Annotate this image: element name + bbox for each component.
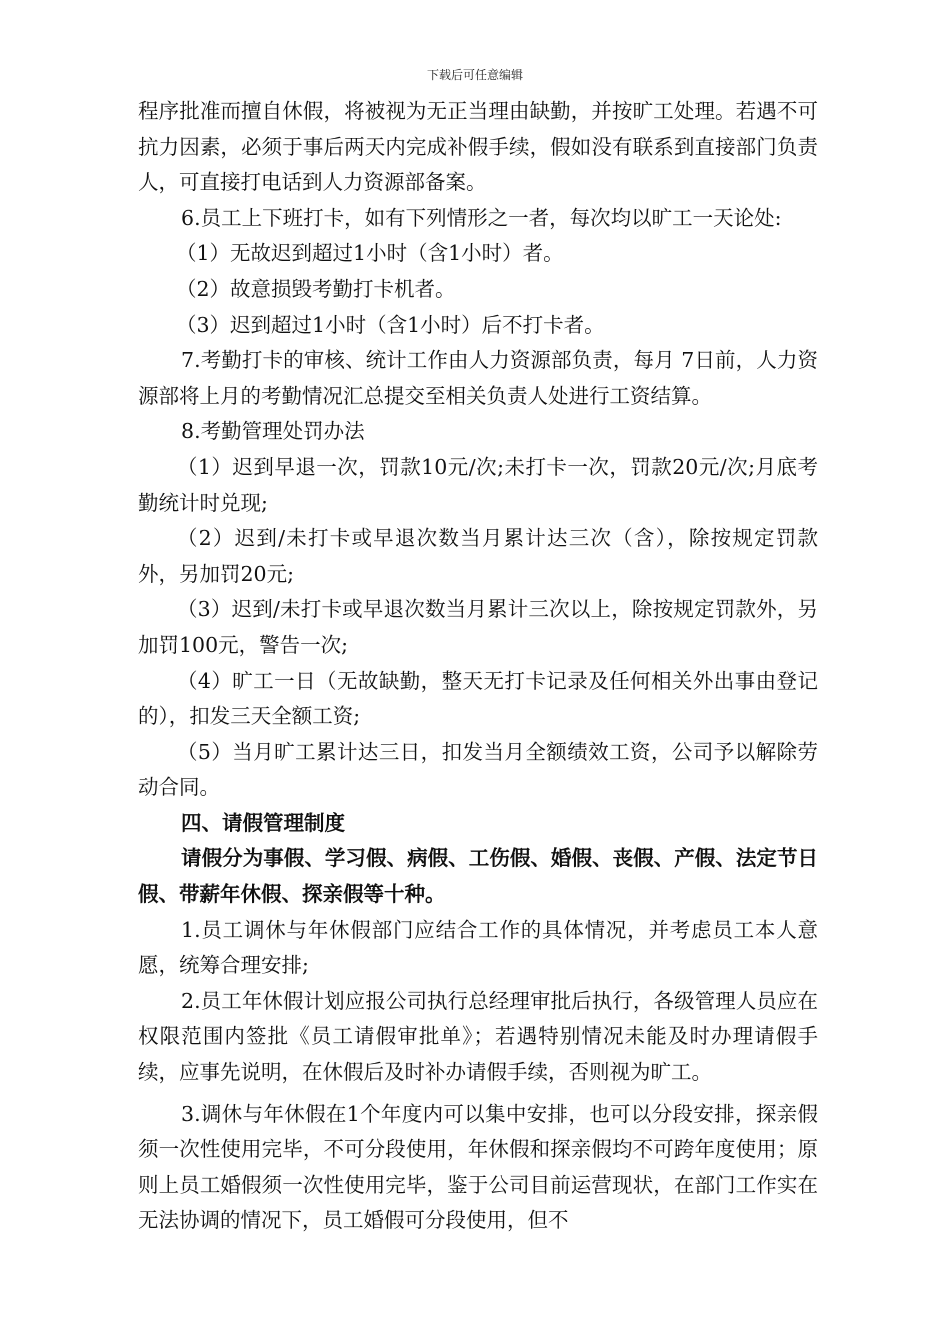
list-item: （3）迟到超过1小时（含1小时）后不打卡者。 — [176, 312, 605, 337]
list-item: （2）迟到/未打卡或早退次数当月累计达三次（含），除按规定罚款外，另加罚20元; — [138, 526, 818, 586]
paragraph-continued: 程序批准而擅自休假，将被视为无正当理由缺勤，并按旷工处理。若遇不可抗力因素，必须于事后两天内完成补假手续，假如没有联系到直接部门负责人，可直接打电话到人力资源部备案。 — [138, 99, 818, 195]
paragraph-6: 6.员工上下班打卡，如有下列情形之一者，每次均以旷工一天论处: — [181, 205, 782, 230]
paragraph-8: 8.考勤管理处罚办法 — [181, 419, 365, 444]
list-item: （3）迟到/未打卡或早退次数当月累计三次以上，除按规定罚款外，另加罚100元，警告一次; — [138, 597, 818, 657]
paragraph-7: 7.考勤打卡的审核、统计工作由人力资源部负责，每月 7日前，人力资源部将上月的考勤情况汇总提交至相关负责人处进行工资结算。 — [138, 348, 818, 408]
list-item: （4）旷工一日（无故缺勤，整天无打卡记录及任何相关外出事由登记的），扣发三天全额工资; — [138, 668, 818, 729]
section-heading: 四、请假管理制度 — [181, 810, 346, 835]
paragraph-q3: 3.调休与年休假在1个年度内可以集中安排，也可以分段安排，探亲假须一次性使用完毕，不可分段使用，年休假和探亲假均不可跨年度使用；原则上员工婚假须一次性使用完毕，鉴于公司目前运营现状，在部门工作实在无法协调的情况下，员工婚假可分段使用，但不 — [138, 1101, 818, 1233]
list-item: （5）当月旷工累计达三日，扣发当月全额绩效工资，公司予以解除劳动合同。 — [138, 739, 818, 800]
list-item: （1）无故迟到超过1小时（含1小时）者。 — [176, 241, 564, 266]
page-header: 下载后可任意编辑 — [426, 68, 523, 82]
paragraph-q2: 2.员工年休假计划应报公司执行总经理审批后执行，各级管理人员应在权限范围内签批《员工请假审批单》；若遇特别情况未能及时办理请假手续，应事先说明，在休假后及时补办请假手续，否则视为旷工。 — [138, 988, 818, 1085]
list-item: （1）迟到早退一次，罚款10元/次;未打卡一次，罚款20元/次;月底考勤统计时兑现; — [138, 454, 818, 515]
paragraph-q1: 1.员工调休与年休假部门应结合工作的具体情况，并考虑员工本人意愿，统筹合理安排; — [138, 917, 818, 978]
section-intro: 请假分为事假、学习假、病假、工伤假、婚假、丧假、产假、法定节日假、带薪年休假、探亲假等十种。 — [138, 846, 818, 907]
document-body — [138, 94, 818, 1239]
list-item: （2）故意损毁考勤打卡机者。 — [176, 276, 456, 301]
